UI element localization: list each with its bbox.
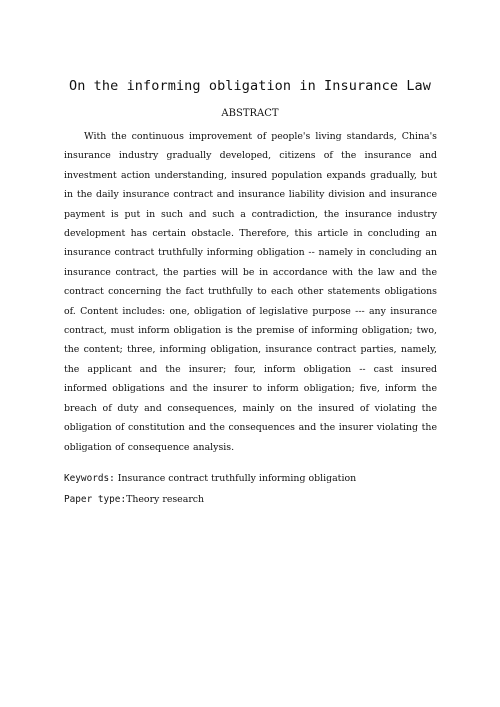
- page-title: On the informing obligation in Insurance Law: [68, 78, 432, 94]
- keywords-label: Keywords:: [64, 473, 115, 484]
- paper-type-value: Theory research: [126, 494, 205, 505]
- keywords-line: [64, 472, 444, 486]
- paper-type-label: Paper type:: [64, 494, 127, 505]
- abstract-heading: ABSTRACT: [221, 108, 279, 119]
- keywords-value: Insurance contract truthfully informing obligation: [114, 473, 357, 484]
- abstract-body: With the continuous improvement of people's living standards, China's insurance industry gradually developed, citizens of the insurance and investment action understanding, insured population expands gradually, but in the daily insurance contract and insurance liability division and insurance payment is put in such and such a contradiction, the insurance industry development has certain obstacle. Therefore, this article in concluding an insurance contract truthfully informing obligation -- namely in concluding an insurance contract, the parties will be in accordance with the law and the contract concerning the fact truthfully to each other statements obligations of. Content includes: one, obligation of legislative purpose --- any insurance contract, must inform obligation is the premise of informing obligation; two, the content; three, informing obligation, insurance contract parties, namely, the applicant and the insurer; four, inform obligation -- cast insured informed obligations and the insurer to inform obligation; five, inform the breach of duty and consequences, mainly on the insured of violating the obligation of constitution and the consequences and the insurer violating the obligation of consequence analysis.: [64, 131, 437, 453]
- paper-type-line: [64, 493, 444, 507]
